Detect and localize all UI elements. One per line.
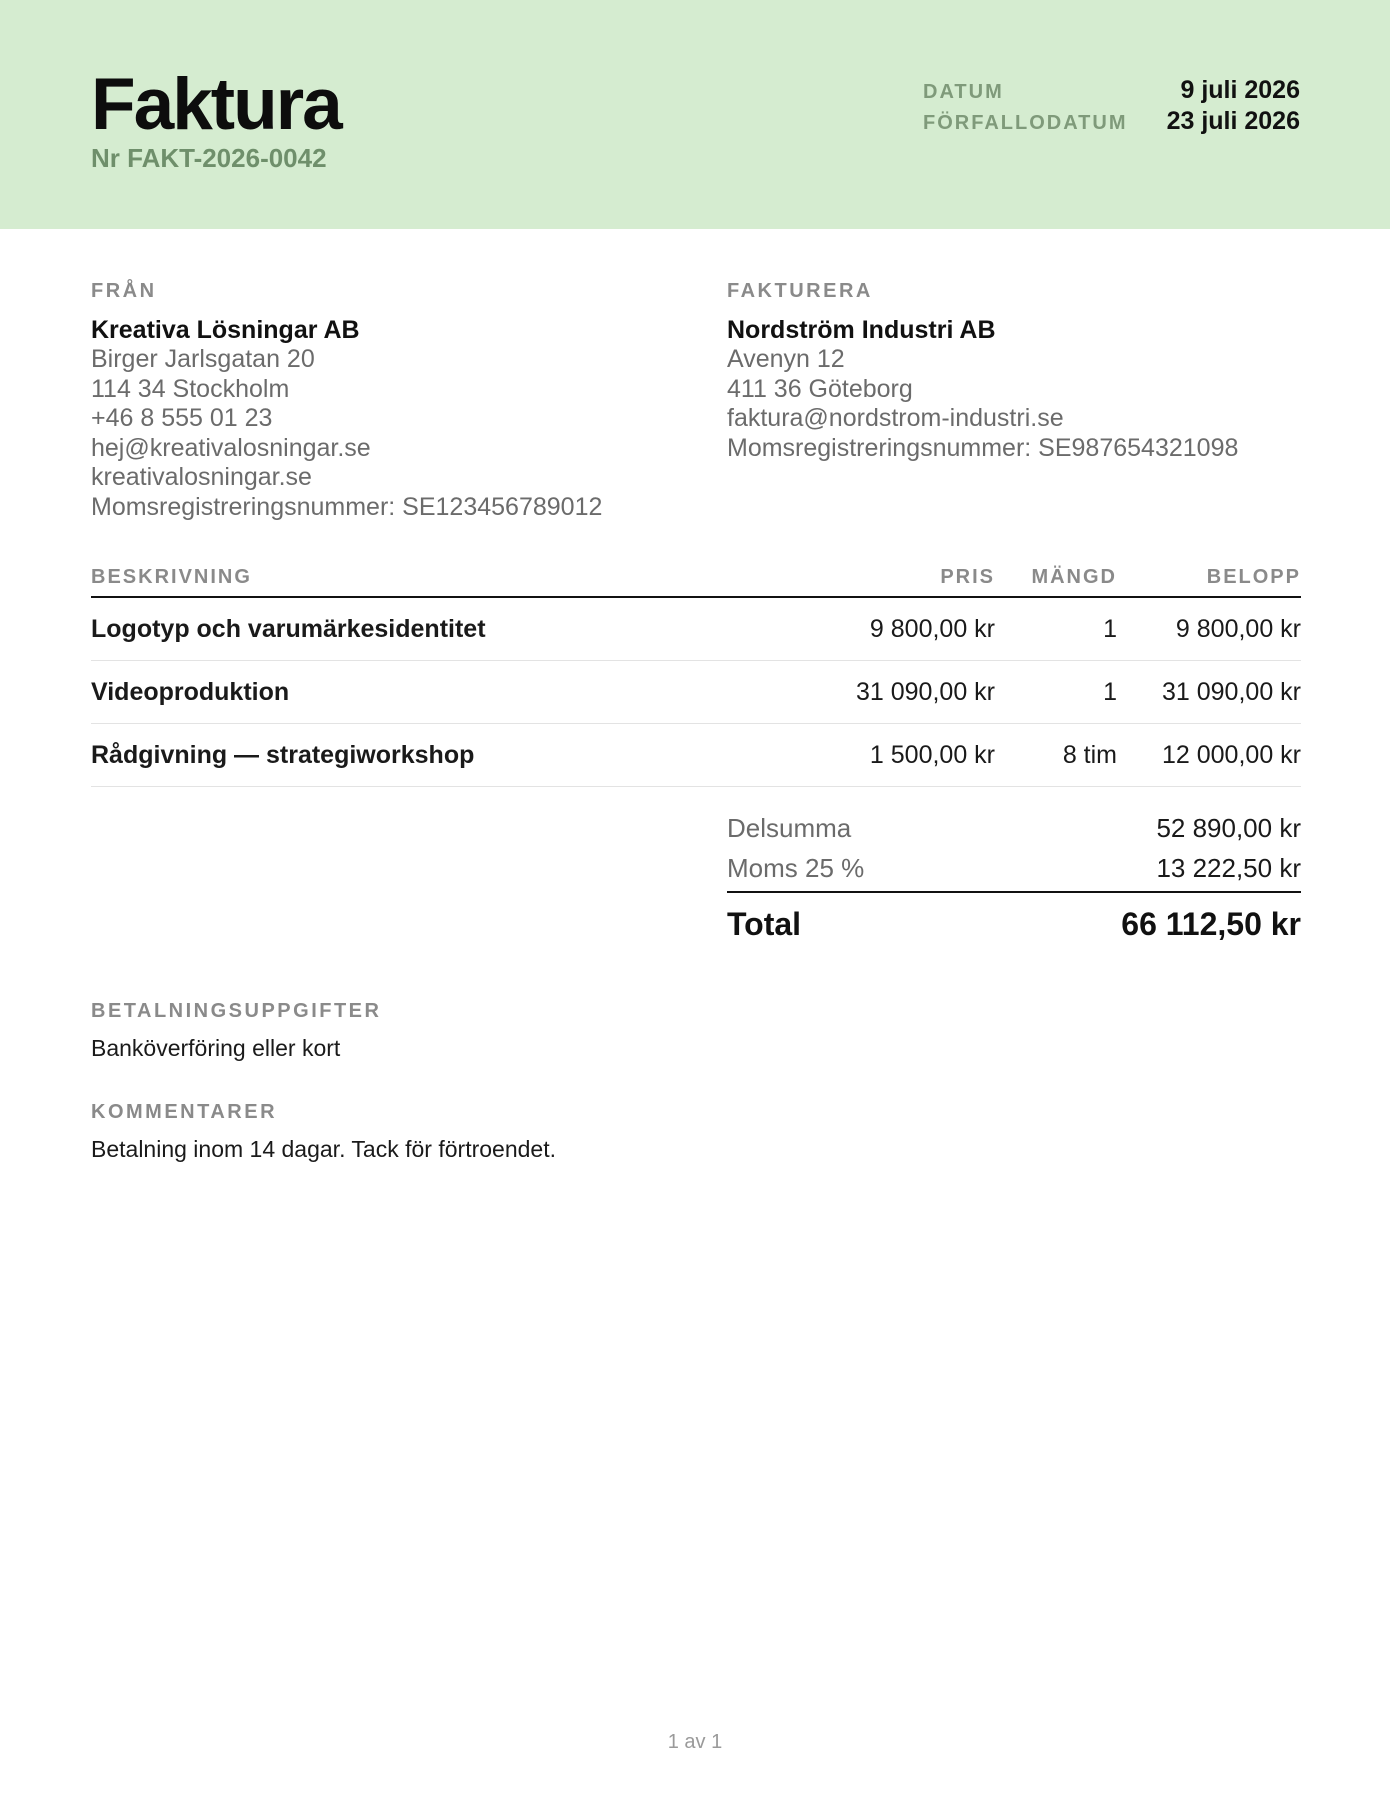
item-amount: 12 000,00 kr: [1162, 740, 1301, 769]
page-number: 1 av 1: [667, 1731, 723, 1753]
comments-label: KOMMENTARER: [91, 1101, 278, 1123]
item-quantity: 1: [1103, 677, 1117, 706]
table-row: [91, 661, 1301, 724]
table-row: [91, 598, 1301, 661]
sender-phone: +46 8 555 01 23: [91, 404, 273, 432]
recipient-address-line: Avenyn 12: [727, 345, 845, 373]
column-header-quantity: MÄNGD: [1031, 565, 1117, 588]
sender-vat-number: Momsregistreringsnummer: SE123456789012: [91, 492, 603, 521]
date-label: DATUM: [923, 81, 1004, 103]
due-date-label: FÖRFALLODATUM: [923, 112, 1128, 134]
item-price: 9 800,00 kr: [869, 614, 995, 643]
total-value: 66 112,50 kr: [1121, 905, 1301, 942]
payment-text: Banköverföring eller kort: [91, 1035, 341, 1061]
date-row: [923, 76, 1300, 107]
subtotal-label: Delsumma: [727, 812, 852, 843]
sender-city-line: 114 34 Stockholm: [91, 374, 290, 403]
item-quantity: 1: [1103, 614, 1117, 643]
comments-text: Betalning inom 14 dagar. Tack för förtroendet.: [91, 1136, 556, 1162]
payment-details: [91, 1000, 991, 1062]
invoice-number: Nr FAKT-2026-0042: [91, 143, 327, 173]
vat-value: 13 222,50 kr: [1156, 852, 1301, 883]
total-label: Total: [727, 905, 802, 942]
sender-website: kreativalosningar.se: [91, 463, 312, 491]
total-row: [727, 893, 1301, 955]
date-value: 9 juli 2026: [1180, 76, 1300, 104]
subtotal-row: [727, 808, 1301, 848]
column-header-description: BESKRIVNING: [91, 565, 252, 588]
recipient-name: Nordström Industri AB: [727, 316, 996, 344]
sender-email: hej@kreativalosningar.se: [91, 433, 371, 462]
item-amount: 31 090,00 kr: [1162, 677, 1301, 706]
recipient-block: [727, 280, 1347, 463]
sender-address-line: Birger Jarlsgatan 20: [91, 345, 315, 373]
item-amount: 9 800,00 kr: [1175, 614, 1301, 643]
item-description: Videoproduktion: [91, 677, 290, 706]
recipient-city-line: 411 36 Göteborg: [727, 374, 913, 403]
column-header-amount: BELOPP: [1206, 565, 1301, 588]
recipient-label: FAKTURERA: [727, 280, 873, 302]
item-price: 31 090,00 kr: [856, 677, 995, 706]
sender-block: [91, 280, 711, 522]
page-title: Faktura: [91, 64, 341, 145]
recipient-email: faktura@nordstrom-industri.se: [727, 404, 1064, 432]
item-quantity: 8 tim: [1062, 740, 1117, 769]
table-row: [91, 724, 1301, 787]
recipient-vat-number: Momsregistreringsnummer: SE987654321098: [727, 433, 1239, 462]
item-description: Logotyp och varumärkesidentitet: [91, 614, 486, 643]
comments-section: [91, 1101, 991, 1163]
line-items-table: [91, 558, 1301, 787]
invoice-dates: [923, 76, 1300, 138]
sender-label: FRÅN: [91, 280, 157, 302]
item-description: Rådgivning — strategiworkshop: [91, 740, 475, 769]
column-header-price: PRIS: [940, 565, 995, 588]
vat-row: [727, 848, 1301, 888]
item-price: 1 500,00 kr: [869, 740, 995, 769]
due-date-row: [923, 107, 1300, 138]
table-header: [91, 558, 1301, 598]
sender-name: Kreativa Lösningar AB: [91, 316, 360, 344]
due-date-value: 23 juli 2026: [1166, 107, 1300, 135]
totals-block: [727, 808, 1301, 955]
vat-label: Moms 25 %: [727, 852, 865, 883]
subtotal-value: 52 890,00 kr: [1156, 812, 1301, 843]
payment-label: BETALNINGSUPPGIFTER: [91, 1000, 382, 1022]
